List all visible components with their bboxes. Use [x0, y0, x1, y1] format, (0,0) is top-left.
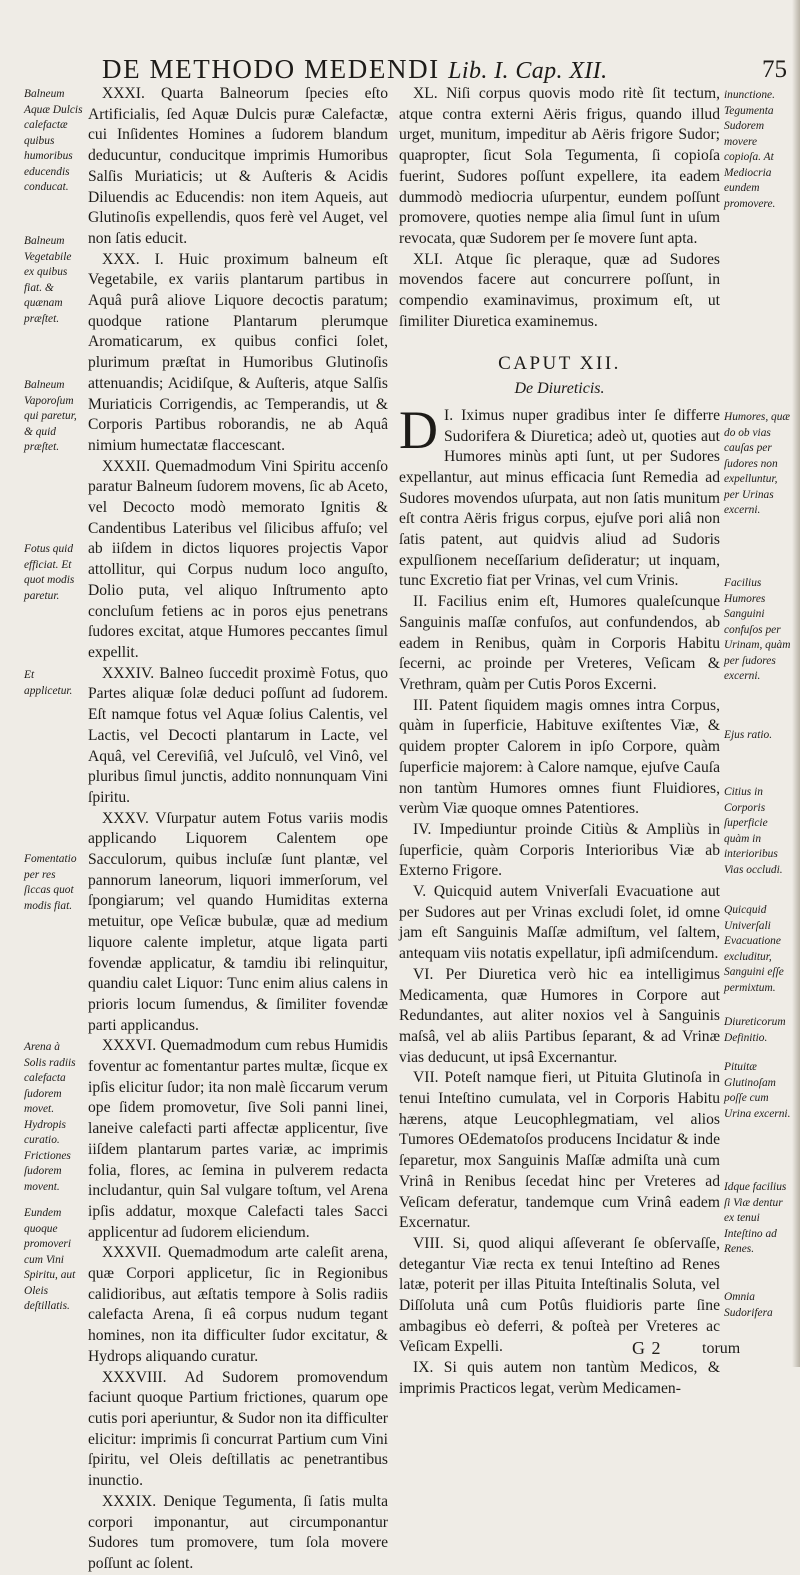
paragraph: XLI. Atque ſic pleraque, quæ ad Sudores movendos facere aut concurrere poſſunt, in compendio examinavimus, proximum eſt, ut ſimiliter Diuretica examinemus.	[399, 250, 720, 330]
margin-note-left: Balneum Vegetabile ex quibus fiat. & quænam præſtet.	[24, 235, 72, 325]
paragraph: VIII. Si, quod aliqui aſſeverant ſe obſervaſſe, detegantur Viæ recta ex tenui Inteſtino ad Renes latæ, poterit per illas Pituita Inteſtinalis Soluta, vel Diſſoluta unâ cum Potûs fluidioris parte ſine ambagibus eò deferri, & poſteà per Vreteres ac Veſicam Expelli.	[399, 1234, 720, 1356]
margin-note-right: Diureticorum Definitio.	[724, 1016, 786, 1044]
page-edge-shadow	[792, 0, 800, 1367]
book-reference: Lib. I. Cap. XII.	[448, 58, 608, 84]
page-number: 75	[762, 56, 787, 83]
margin-note-right: Citius in Corporis ſuperficie quàm in interioribus Vias occludi.	[724, 786, 783, 876]
first-paragraph	[399, 399, 720, 592]
right-text-column	[399, 84, 720, 1400]
left-text-column	[88, 84, 388, 1575]
paragraph: XXXVI. Quemadmodum cum rebus Humidis foventur ac fomentantur partes multæ, ſicque ex ipſis elicitur ſudor; ita non malè ſiccarum verum ope ſidem promovetur, ſive Soli panni linei, laneive calefacti parti affectæ applicentur, ſive iiſdem plantarum partes variæ, ac imprimis folia, flores, ac ſemina in pulverem redacta includantur, quin Sal vulgare toſtum, vel Arena ipſis addatur, moxque Calefacti tales Sacci applicentur ad ſudorem eliciendum.	[88, 1037, 388, 1241]
margin-note-left: Eundem quoque promoveri cum Vini Spiritu, aut Oleis deſtillatis.	[24, 1207, 76, 1312]
margin-note-right: Ejus ratio.	[724, 729, 773, 741]
catchword: torum	[702, 1340, 741, 1357]
margin-note-right: inunctione. Tegumenta Sudorem movere copioſa. At Mediocria eundem promovere.	[724, 89, 776, 210]
margin-note-right: Facilius Humores Sanguini confuſos per Urinam, quàm per ſudores excerni.	[724, 577, 791, 682]
margin-note-right: Pituitæ Glutinoſam poſſe cum Urina excerni.	[724, 1061, 791, 1120]
paragraph: IX. Si quis autem non tantùm Medicos, & imprimis Practicos legat, verùm Medicamen-	[399, 1359, 720, 1397]
paragraph: V. Quicquid autem Vniverſali Evacuatione aut per Sudores aut per Vrinas excludi ſolet, id omne jam eſt Sanguinis Maſſæ admiſtum, vel ſaltem, antequam viis notatis expellatur, ipſi admiſcendum.	[399, 883, 720, 963]
paragraph: XXXII. Quemadmodum Vini Spiritu accenſo paratur Balneum ſudorem movens, ſic ab Aceto, vel Decocto modò memorato Ignitis & Candentibus Lateribus vel ſilicibus affuſo; vel ab iiſdem in dictos liquores projectis Vapor attollitur, qui Corpus nudum loco anguſto, Dolio puta, vel aliquo Inſtrumento apto concluſum fetiens ac in poros ejus penetrans ſudores excitat, atque Humores peccantes ſimul expellit.	[88, 457, 388, 661]
paragraph: XXXI. Quarta Balneorum ſpecies eſto Artificialis, ſed Aquæ Dulcis puræ Calefactæ, cui Inſidentes Homines a ſudorem blandum deducuntur, conducitque imprimis Humoribus Salſis Muriaticis; ut & Auſteris & Acidis Diluendis ac Educendis: non item Aqueis, aut Glutinoſis expellendis, quos ferè vel Auget, vel non ſatis educit.	[88, 85, 388, 247]
paragraph: XXXVIII. Ad Sudorem promovendum faciunt quoque Partium frictiones, quarum ope cutis pori aperiuntur, & Sudor non ita difficulter elicitur: imprimis ſi concurrat Partium cum Vini ſpiritu, vel Oleis deſtillatis ac penetrantibus inunctio.	[88, 1368, 388, 1490]
margin-note-left: Et applicetur.	[24, 669, 73, 697]
first-paragraph-text: Iximus nuper gradibus inter ſe differre Sudorifera & Diuretica; adeò ut, quoties aut Humores minùs apti ſunt, ut per Sudores expellantur, aut minus efficacia ſunt Remedia ad Sudores movendos uſurpata, aut non ſatis munitum eſt contra Aëris frigus corpus, ejuſve pori aliâ non ſatis patent, aut quidvis aliud ad Sudoris expulſionem neceſſarium deſideratur; ut inquam, tunc Excretio fiat per Vrinas, vel cum Vrinis.	[399, 406, 720, 590]
signature-mark: G 2	[632, 1338, 662, 1358]
margin-note-right: Omnia Sudorifera	[724, 1291, 773, 1319]
running-title: DE METHODO MEDENDI	[102, 54, 440, 84]
margin-note-right: Humores, quæ do ob vias cauſas per ſudores non expelluntur, per Urinas excerni.	[724, 411, 791, 516]
chapter-subtitle: De Diureticis.	[514, 380, 605, 398]
margin-note-left: Fotus quid efficiat. Et quot modis paretur.	[24, 543, 75, 602]
paragraph: IV. Impediuntur proinde Citiùs & Ampliùs in ſuperficie, quàm Corporis Interioribus Viæ ab Externo Frigore.	[399, 820, 720, 880]
paragraph: XXX. I. Huic proximum balneum eſt Vegetabile, ex variis plantarum partibus in Aquâ purâ aliove Liquore decoctis paratum; quodque ratione Plantarum plerumque Aromaticarum, ex quibus confici ſolet, plurimum præſtat in Humoribus Glutinoſis attenuandis; Acidiſque, & Auſteris, atque Salſis Muriaticis Corrigendis, ac Temperandis, ut & Corporis Partibus roborandis, ne ab Aquâ nimium humectatæ flaccescant.	[88, 250, 388, 454]
paragraph: XXXIV. Balneo ſuccedit proximè Fotus, quo Partes aliquæ ſolæ deduci poſſunt ad ſudorem. Eſt namque fotus vel Aquæ ſolius Calentis, vel Lactis, vel Decocti plantarum in Lacte, vel Aquâ, vel Cereviſiâ, vel Juſculô, vel Vinô, vel pluribus ſimul junctis, addito nonnunquam Vini ſpiritu.	[88, 664, 388, 806]
margin-note-right: Idque facilius ſi Viæ dentur ex tenui Inteſtino ad Renes.	[724, 1181, 787, 1255]
paragraph: XXXVII. Quemadmodum arte caleſit arena, quæ Corpori applicetur, ſic in Regionibus calidioribus, aut æſtatis tempore à Solis radiis calefacta Arena, ſi eâ corpus nudum tegant homines, non ita difficulter ſudor excitatur, & Hydrops aliquando curatur.	[88, 1244, 388, 1365]
paragraph: XXXV. Vſurpatur autem Fotus variis modis applicando Liquorem Calentem ope Sacculorum, quibus incluſæ ſunt plantæ, vel pannorum laneorum, liquori immerſorum, vel ſpongiarum; vel quando Humiditas externa metuitur, ope Veſicæ bubulæ, quæ ad medium liquore calente impletur, atque ligata parti fovendæ applicatur, & tamdiu ibi relinquitur, quandiu calet Liquor: Tunc enim alius calens in prioris locum ſumendus, & ſimiliter fovendæ parti applicandus.	[88, 809, 388, 1034]
margin-note-left: Balneum Aquæ Dulcis calefactæ quibus humoribus educendis conducat.	[24, 88, 83, 193]
paragraph: XL. Niſi corpus quovis modo ritè ſit tectum, atque contra externi Aëris frigus, quando illud urget, munitum, impeditur ab Aëris frigore Sudor; quapropter, ſicut Sola Tegumenta, ſi copioſa fuerint, Sudores poſſunt expellere, ita eadem dummodò mediocria uſurpentur, eundem poſſunt promovere, quoties nempe alia ſimul ſunt in uſum revocata, quæ Sudorem per ſe movere ſunt apta.	[399, 85, 720, 247]
section-numeral: I.	[444, 406, 454, 424]
paragraph: III. Patent ſiquidem magis omnes intra Corpus, quàm in ſuperficie, Habituve exiſtentes Viæ, & quidem propter Calorem in ipſo Corpore, quàm ſuperficie majorem: à Calore namque, ejuſve Cauſa non tantùm Humores omnes fiunt Fluidiores, verùm Viæ quoque omnes Patentiores.	[399, 696, 720, 818]
margin-note-left: Balneum Vaporoſum qui paretur, & quid præſtet.	[24, 379, 77, 453]
margin-note-left: Fomentatio per res ſiccas quot modis fiat.	[24, 853, 77, 912]
paragraph: VII. Poteſt namque fieri, ut Pituita Glutinoſa in tenui Inteſtino cumulata, vel in Corporis Habitu hærens, atque Leucophlegmatiam, vel alios Tumores OEdematoſos producens Incidatur & inde ſeparetur, mox Sanguinis Maſſæ admiſta unà cum Vrinâ in Renibus ſecedat hinc per Vreteres ad Veſicam deferatur, tandemque cum Vrinâ eadem Excernatur.	[399, 1069, 720, 1232]
margin-note-left: Arena à Solis radiis calefacta ſudorem movet. Hydropis curatio. Frictiones ſudorem movent.	[24, 1041, 76, 1193]
page-header	[14, 50, 794, 86]
paragraph: II. Facilius enim eſt, Humores qualeſcunque Sanguinis maſſæ confuſos, aut confundendos, ab eadem in Renibus, quàm in Corporis Habitu ſecerni, ac proinde per Vreteres, Veſicam & Vrethram, quàm per Cutis Poros Excerni.	[399, 593, 720, 693]
drop-capital: D	[399, 399, 438, 460]
running-head	[102, 54, 608, 85]
margin-note-right: Quicquid Univerſali Evacuatione excluditur, Sanguini eſſe permixtum.	[724, 904, 784, 994]
paragraph: VI. Per Diuretica verò hic ea intelligimus Medicamenta, quæ Humores in Corpore aut Redundantes, aut aliter noxios vel à Sanguinis maſsâ, vel ab aliis Partibus ſeparant, & ad Vrinæ vias deducunt, ut ipsâ Excernantur.	[399, 965, 720, 1066]
chapter-title: CAPUT XII.	[498, 353, 621, 375]
paragraph: XXXIX. Denique Tegumenta, ſi ſatis multa corpori imponantur, aut circumponantur Sudores tum promovere, tum ſola movere poſſunt ac ſolent.	[88, 1492, 388, 1572]
